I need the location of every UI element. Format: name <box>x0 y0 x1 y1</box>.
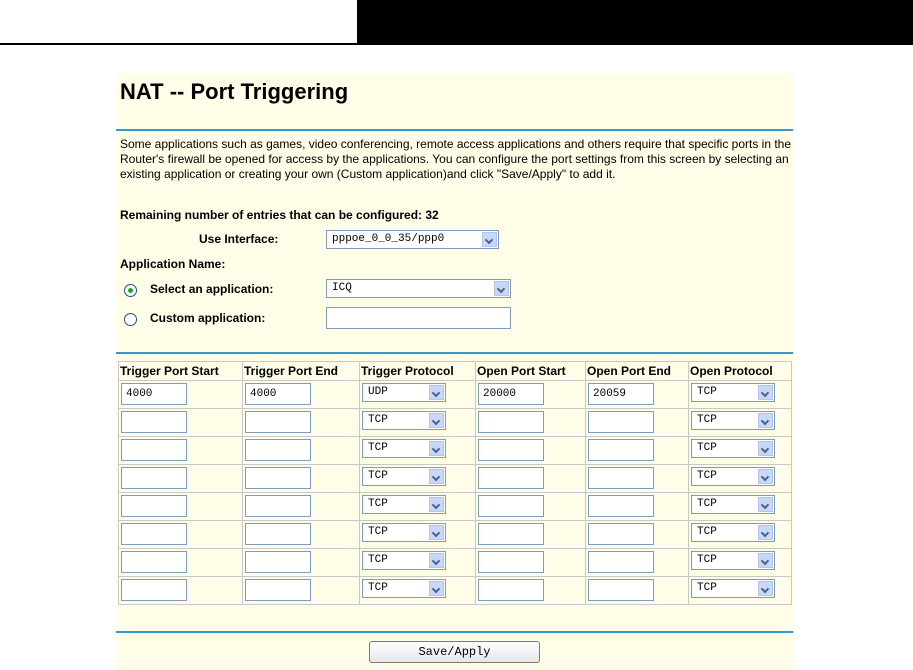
table-cell <box>243 437 360 465</box>
chevron-down-icon[interactable] <box>758 553 773 568</box>
table-cell <box>689 549 792 577</box>
open-protocol-select[interactable] <box>691 383 775 402</box>
table-cell <box>476 549 586 577</box>
open-protocol-select-value: TCP <box>697 442 717 454</box>
open-port-end-input[interactable]: 20059 <box>588 383 654 405</box>
table-cell <box>243 577 360 605</box>
trigger-port-start-input[interactable] <box>121 495 187 517</box>
open-port-end-input[interactable] <box>588 411 654 433</box>
trigger-port-start-input[interactable] <box>121 439 187 461</box>
trigger-port-end-input[interactable] <box>245 467 311 489</box>
chevron-down-icon[interactable] <box>758 413 773 428</box>
trigger-port-start-input[interactable] <box>121 411 187 433</box>
chevron-down-icon[interactable] <box>429 581 444 596</box>
trigger-port-end-input[interactable] <box>245 439 311 461</box>
trigger-protocol-select-value: UDP <box>368 386 388 398</box>
chevron-down-icon[interactable] <box>494 281 509 296</box>
application-name-label: Application Name: <box>120 257 226 271</box>
header-open-protocol: Open Protocol <box>689 362 792 381</box>
port-triggering-panel <box>116 73 793 670</box>
table-cell <box>360 465 476 493</box>
open-protocol-select[interactable] <box>691 439 775 458</box>
trigger-protocol-select[interactable] <box>362 523 446 542</box>
open-port-end-input[interactable] <box>588 467 654 489</box>
trigger-port-start-input[interactable] <box>121 579 187 601</box>
chevron-down-icon[interactable] <box>429 469 444 484</box>
open-port-end-input[interactable] <box>588 551 654 573</box>
header-trigger-port-end: Trigger Port End <box>243 362 360 381</box>
open-protocol-select-value: TCP <box>697 386 717 398</box>
table-cell <box>586 437 689 465</box>
page-description: Some applications such as games, video conferencing, remote access applications and others require that specific ports in the Router's firewall be opened for access by the applications. You can configure the port settings from this screen by selecting an existing application or creating your own (Custom application)and click "Save/Apply" to add it. <box>120 137 792 181</box>
table-cell <box>476 437 586 465</box>
table-cell <box>586 549 689 577</box>
custom-application-radio[interactable] <box>124 313 137 326</box>
table-cell <box>119 409 243 437</box>
trigger-protocol-select-value: TCP <box>368 582 388 594</box>
trigger-port-start-input[interactable] <box>121 551 187 573</box>
table-cell <box>689 437 792 465</box>
table-cell <box>119 381 243 409</box>
chevron-down-icon[interactable] <box>758 385 773 400</box>
table-row <box>119 521 792 549</box>
table-cell <box>360 437 476 465</box>
table-cell <box>360 549 476 577</box>
chevron-down-icon[interactable] <box>429 441 444 456</box>
open-port-start-input[interactable] <box>478 579 544 601</box>
open-port-start-input[interactable] <box>478 439 544 461</box>
select-application-radio[interactable] <box>124 284 137 297</box>
table-cell <box>689 493 792 521</box>
open-port-start-input[interactable] <box>478 495 544 517</box>
open-protocol-select[interactable] <box>691 579 775 598</box>
chevron-down-icon[interactable] <box>429 525 444 540</box>
table-cell <box>586 381 689 409</box>
open-protocol-select-value: TCP <box>697 526 717 538</box>
table-cell <box>119 465 243 493</box>
trigger-protocol-select[interactable] <box>362 411 446 430</box>
header-open-port-end: Open Port End <box>586 362 689 381</box>
trigger-port-end-input[interactable] <box>245 579 311 601</box>
table-cell <box>476 493 586 521</box>
chevron-down-icon[interactable] <box>429 553 444 568</box>
use-interface-label: Use Interface: <box>199 232 279 246</box>
chevron-down-icon[interactable] <box>758 581 773 596</box>
select-application-label: Select an application: <box>150 282 274 296</box>
open-protocol-select[interactable] <box>691 551 775 570</box>
trigger-protocol-select-value: TCP <box>368 470 388 482</box>
table-cell <box>689 409 792 437</box>
table-cell <box>689 521 792 549</box>
table-cell <box>360 521 476 549</box>
trigger-port-start-input[interactable]: 4000 <box>121 383 187 405</box>
open-port-end-input[interactable] <box>588 495 654 517</box>
open-protocol-select[interactable] <box>691 411 775 430</box>
chevron-down-icon[interactable] <box>482 232 497 247</box>
header-open-port-start: Open Port Start <box>476 362 586 381</box>
table-cell <box>689 381 792 409</box>
chevron-down-icon[interactable] <box>758 525 773 540</box>
table-body <box>119 381 792 605</box>
trigger-protocol-select-value: TCP <box>368 526 388 538</box>
table-cell <box>476 521 586 549</box>
trigger-protocol-select[interactable] <box>362 439 446 458</box>
table-row <box>119 577 792 605</box>
open-port-start-input[interactable] <box>478 467 544 489</box>
trigger-protocol-select-value: TCP <box>368 414 388 426</box>
table-cell <box>476 465 586 493</box>
table-header-row <box>119 362 792 381</box>
trigger-port-start-input[interactable] <box>121 467 187 489</box>
chevron-down-icon[interactable] <box>429 413 444 428</box>
trigger-port-start-input[interactable] <box>121 523 187 545</box>
table-cell <box>586 577 689 605</box>
trigger-protocol-select[interactable] <box>362 467 446 486</box>
trigger-port-end-input[interactable]: 4000 <box>245 383 311 405</box>
open-protocol-select-value: TCP <box>697 498 717 510</box>
open-protocol-select-value: TCP <box>697 554 717 566</box>
custom-application-input[interactable] <box>326 307 511 329</box>
table-cell <box>689 465 792 493</box>
table-row <box>119 493 792 521</box>
open-port-end-input[interactable] <box>588 523 654 545</box>
chevron-down-icon[interactable] <box>429 385 444 400</box>
table-row <box>119 549 792 577</box>
table-cell <box>243 381 360 409</box>
header-rule <box>0 43 913 45</box>
trigger-protocol-select[interactable] <box>362 579 446 598</box>
table-cell <box>586 465 689 493</box>
open-port-start-input[interactable] <box>478 523 544 545</box>
port-triggering-table <box>118 361 792 605</box>
trigger-protocol-select[interactable] <box>362 383 446 402</box>
trigger-port-end-input[interactable] <box>245 551 311 573</box>
header-trigger-port-start: Trigger Port Start <box>119 362 243 381</box>
chevron-down-icon[interactable] <box>758 469 773 484</box>
table-cell <box>476 577 586 605</box>
table-cell <box>243 409 360 437</box>
table-cell <box>586 521 689 549</box>
table-cell <box>360 493 476 521</box>
table-row <box>119 381 792 409</box>
table-separator <box>116 352 793 354</box>
open-port-start-input[interactable]: 20000 <box>478 383 544 405</box>
table-cell <box>243 549 360 577</box>
remaining-entries: Remaining number of entries that can be configured: 32 <box>120 208 439 222</box>
table-cell <box>586 409 689 437</box>
chevron-down-icon[interactable] <box>758 441 773 456</box>
table-cell <box>476 381 586 409</box>
chevron-down-icon[interactable] <box>758 497 773 512</box>
table-cell <box>119 521 243 549</box>
table-cell <box>243 465 360 493</box>
open-protocol-select-value: TCP <box>697 582 717 594</box>
table-cell <box>360 381 476 409</box>
chevron-down-icon[interactable] <box>429 497 444 512</box>
footer-separator <box>116 631 793 633</box>
table-cell <box>119 493 243 521</box>
table-cell <box>119 437 243 465</box>
table-cell <box>476 409 586 437</box>
header-bar <box>357 0 913 43</box>
trigger-port-end-input[interactable] <box>245 495 311 517</box>
table-cell <box>119 577 243 605</box>
open-port-end-input[interactable] <box>588 579 654 601</box>
trigger-protocol-select-value: TCP <box>368 498 388 510</box>
application-select-value: ICQ <box>332 282 352 294</box>
open-protocol-select[interactable] <box>691 467 775 486</box>
use-interface-value: pppoe_0_0_35/ppp0 <box>332 233 445 245</box>
title-separator <box>116 129 793 131</box>
table-row <box>119 465 792 493</box>
header-trigger-protocol: Trigger Protocol <box>360 362 476 381</box>
table-cell <box>119 549 243 577</box>
table-row <box>119 409 792 437</box>
open-port-end-input[interactable] <box>588 439 654 461</box>
custom-application-label: Custom application: <box>150 311 266 325</box>
table-cell <box>689 577 792 605</box>
use-interface-select[interactable] <box>326 230 499 249</box>
table-row <box>119 437 792 465</box>
trigger-protocol-select-value: TCP <box>368 554 388 566</box>
table-cell <box>243 493 360 521</box>
open-port-start-input[interactable] <box>478 411 544 433</box>
save-apply-button[interactable]: Save/Apply <box>369 641 540 663</box>
page-title: NAT -- Port Triggering <box>120 79 349 104</box>
table-cell <box>243 521 360 549</box>
open-protocol-select[interactable] <box>691 523 775 542</box>
trigger-port-end-input[interactable] <box>245 523 311 545</box>
open-protocol-select[interactable] <box>691 495 775 514</box>
table-cell <box>586 493 689 521</box>
table-cell <box>360 577 476 605</box>
application-select[interactable] <box>326 279 511 298</box>
trigger-protocol-select[interactable] <box>362 495 446 514</box>
trigger-port-end-input[interactable] <box>245 411 311 433</box>
table-cell <box>360 409 476 437</box>
trigger-protocol-select-value: TCP <box>368 442 388 454</box>
open-protocol-select-value: TCP <box>697 470 717 482</box>
open-protocol-select-value: TCP <box>697 414 717 426</box>
trigger-protocol-select[interactable] <box>362 551 446 570</box>
open-port-start-input[interactable] <box>478 551 544 573</box>
